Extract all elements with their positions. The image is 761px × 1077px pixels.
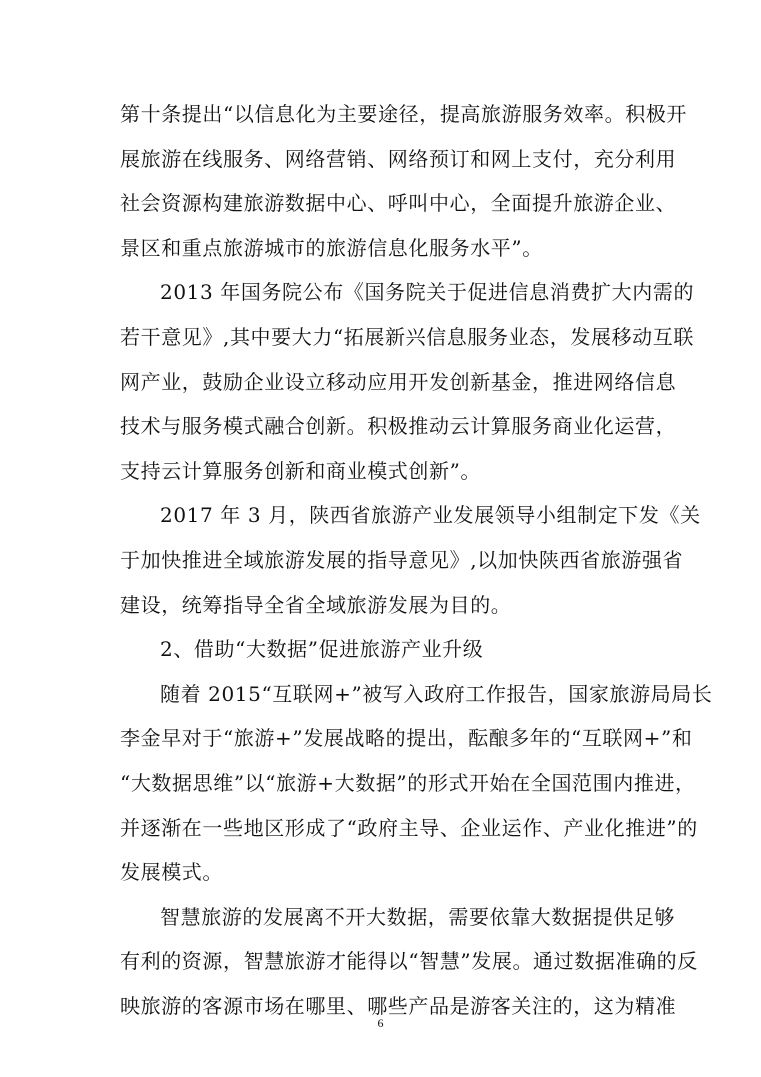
text-line: 技术与服务模式融合创新。积极推动云计算服务商业化运营， [120, 414, 677, 439]
text-line: 随着 2015“互联网+”被写入政府工作报告，国家旅游局局长 [160, 681, 713, 706]
text-line: 若干意见》,其中要大力“拓展新兴信息服务业态，发展移动互联 [120, 324, 694, 349]
text-line: 景区和重点旅游城市的旅游信息化服务水平”。 [120, 235, 543, 260]
text-line: 第十条提出“以信息化为主要途径，提高旅游服务效率。积极开 [120, 102, 688, 126]
page-number: 6 [377, 1016, 384, 1030]
text-line: “大数据思维”以“旅游+大数据”的形式开始在全国范围内推进， [120, 770, 696, 795]
body-text [120, 92, 713, 1028]
text-line: 建设，统筹指导全省全域旅游发展为目的。 [120, 592, 512, 617]
text-line: 发展模式。 [120, 860, 223, 885]
text-line: 网产业，鼓励企业设立移动应用开发创新基金，推进网络信息 [120, 369, 677, 394]
text-line: 支持云计算服务创新和商业模式创新”。 [120, 458, 482, 483]
text-line: 展旅游在线服务、网络营销、网络预订和网上支付，充分利用 [120, 146, 677, 171]
text-line: 2013 年国务院公布《国务院关于促进信息消费扩大内需的 [160, 280, 695, 305]
text-line: 有利的资源，智慧旅游才能得以“智慧”发展。通过数据准确的反 [120, 949, 698, 974]
text-line: 智慧旅游的发展离不开大数据，需要依靠大数据提供足够 [160, 904, 675, 929]
section-heading: 2、借助“大数据”促进旅游产业升级 [160, 637, 484, 662]
text-line: 并逐渐在一些地区形成了“政府主导、企业运作、产业化推进”的 [120, 815, 698, 840]
text-line: 社会资源构建旅游数据中心、呼叫中心，全面提升旅游企业、 [120, 191, 677, 216]
text-line: 映旅游的客源市场在哪里、哪些产品是游客关注的，这为精准 [120, 993, 677, 1018]
text-line: 李金早对于“旅游+”发展战略的提出，酝酿多年的“互联网+”和 [120, 726, 693, 751]
text-line: 于加快推进全域旅游发展的指导意见》,以加快陕西省旅游强省 [120, 547, 684, 572]
text-line: 2017 年 3 月，陕西省旅游产业发展领导小组制定下发《关 [160, 503, 701, 528]
